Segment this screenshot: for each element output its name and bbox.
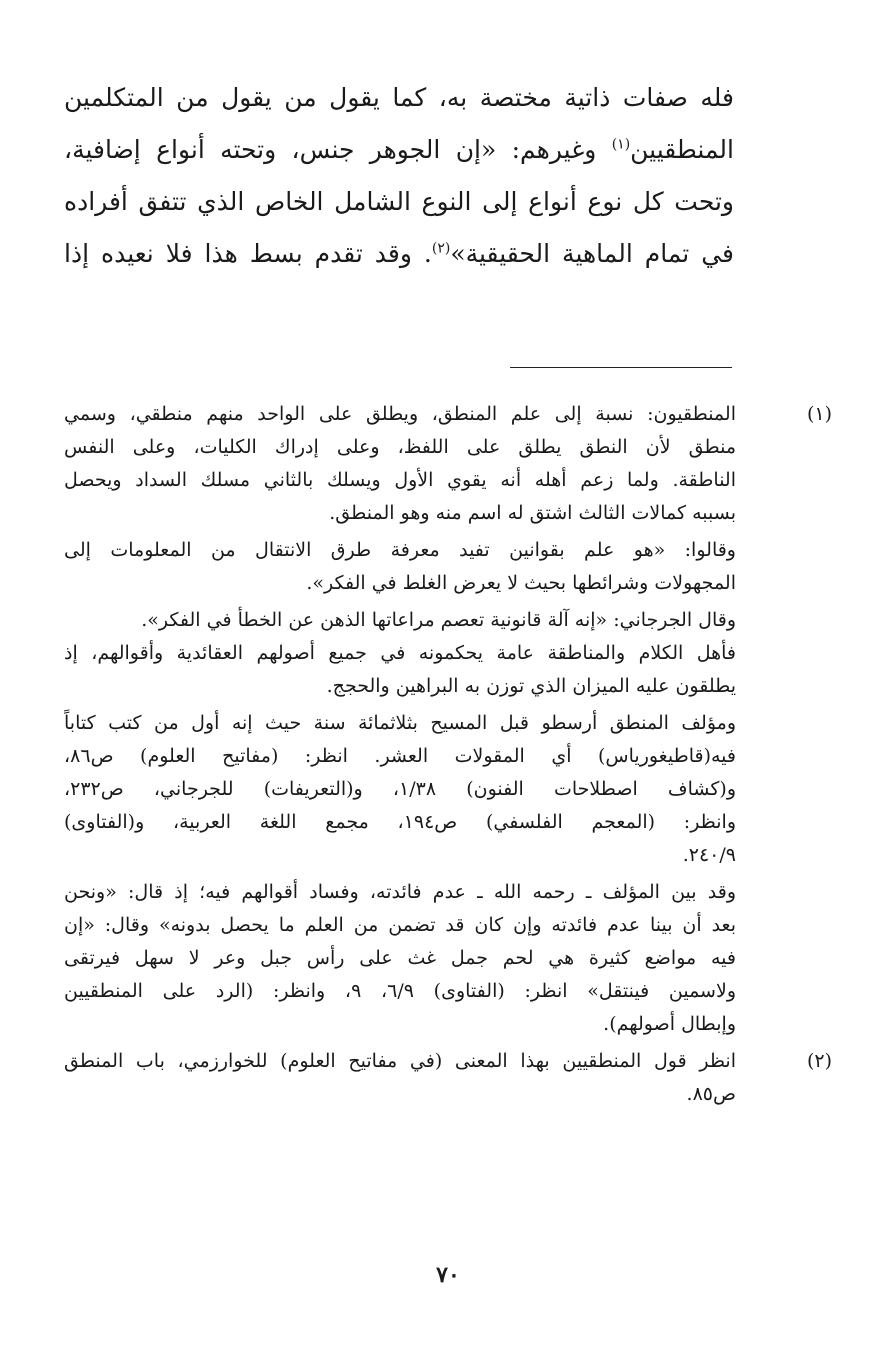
footnote-line: الناطقة. ولما زعم أهله أنه يقوي الأول ويسلك بالثاني مسلك السداد ويحصل [64, 469, 736, 491]
footnote-line: ٢٤٠/٩. [682, 844, 736, 866]
footnote-line: وقد بين المؤلف ـ رحمه الله ـ عدم فائدته، وفساد أقوالهم فيه؛ إذ قال: «ونحن [64, 881, 736, 903]
footnote-line: و(كشاف اصطلاحات الفنون) ١/٣٨، و(التعريفات) للجرجاني، ص٢٣٢، [64, 778, 736, 800]
footnote-line: بسببه كمالات الثالث اشتق له اسم منه وهو المنطق. [329, 502, 736, 524]
footnote-line: فيه مواضع كثيرة هي لحم جمل غث على رأس جبل وعر لا سهل فيرتقى [64, 947, 736, 969]
footnote-reference-2[interactable]: (٢) [431, 240, 451, 257]
main-text-line: وتحت كل نوع أنواع إلى النوع الشامل الخاص الذي تتفق أفراده [64, 187, 734, 216]
footnote-line: ولاسمين فينتقل» انظر: (الفتاوى) ٦/٩، ٩، وانظر: (الرد على المنطقيين [64, 980, 736, 1002]
footnote-reference-1[interactable]: (١) [611, 136, 631, 153]
footnote-line: وقالوا: «هو علم بقوانين تفيد معرفة طرق الانتقال من المعلومات إلى [64, 539, 736, 561]
footnote-line: وإبطال أصولهم). [603, 1013, 736, 1035]
page-number: ٧٠ [436, 1262, 460, 1288]
main-text-segment: في تمام الماهية الحقيقية» [450, 239, 734, 268]
footnote-line: بعد أن بينا عدم فائدته وإن كان قد تضمن من العلم ما يحصل بدونه» وقال: «إن [64, 914, 736, 936]
footnote-line: انظر قول المنطقيين بهذا المعنى (في مفاتيح العلوم) للخوارزمي، باب المنطق [64, 1050, 736, 1072]
footnote-1 [64, 398, 832, 1041]
footnote-line: فأهل الكلام والمناطقة عامة يحكمونه في جميع أصولهم العقائدية وأقوالهم، إذ [64, 642, 736, 664]
main-text-segment: المنطقيين [630, 135, 734, 164]
footnote-line: وقال الجرجاني: «إنه آلة قانونية تعصم مراعاتها الذهن عن الخطأ في الفكر». [141, 609, 736, 631]
main-text-line: فله صفات ذاتية مختصة به، كما يقول من يقول من المتكلمين [64, 83, 734, 112]
footnote-separator [510, 367, 732, 368]
footnote-number: (١) [806, 403, 832, 425]
footnote-line: المنطقيون: نسبة إلى علم المنطق، ويطلق على الواحد منهم منطقي، وسمي [64, 403, 736, 425]
footnotes [64, 398, 832, 1111]
footnote-number: (٢) [806, 1050, 832, 1072]
footnote-line: فيه(قاطيغورياس) أي المقولات العشر. انظر: (مفاتيح العلوم) ص٨٦، [64, 745, 736, 767]
main-text-line [64, 228, 734, 280]
footnote-line: ص٨٥. [686, 1083, 736, 1105]
footnote-line: منطق لأن النطق يطلق على اللفظ، وعلى إدراك الكليات، وعلى النفس [64, 436, 736, 458]
main-text-segment: وغيرهم: «إن الجوهر جنس، وتحته أنواع إضافية، [64, 135, 597, 164]
footnote-line: يطلقون عليه الميزان الذي توزن به البراهين والحجج. [326, 675, 736, 697]
main-text-block [64, 72, 734, 280]
footnote-2 [64, 1045, 832, 1111]
footnote-line: ومؤلف المنطق أرسطو قبل المسيح بثلاثمائة سنة حيث إنه أول من كتب كتاباً [64, 712, 736, 734]
footnote-line: وانظر: (المعجم الفلسفي) ص١٩٤، مجمع اللغة العربية، و(الفتاوى) [64, 811, 736, 833]
footnote-line: المجهولات وشرائطها بحيث لا يعرض الغلط في الفكر». [306, 572, 736, 594]
main-text-line [64, 124, 734, 176]
main-text-segment: . وقد تقدم بسط هذا فلا نعيده إذا [64, 239, 432, 268]
